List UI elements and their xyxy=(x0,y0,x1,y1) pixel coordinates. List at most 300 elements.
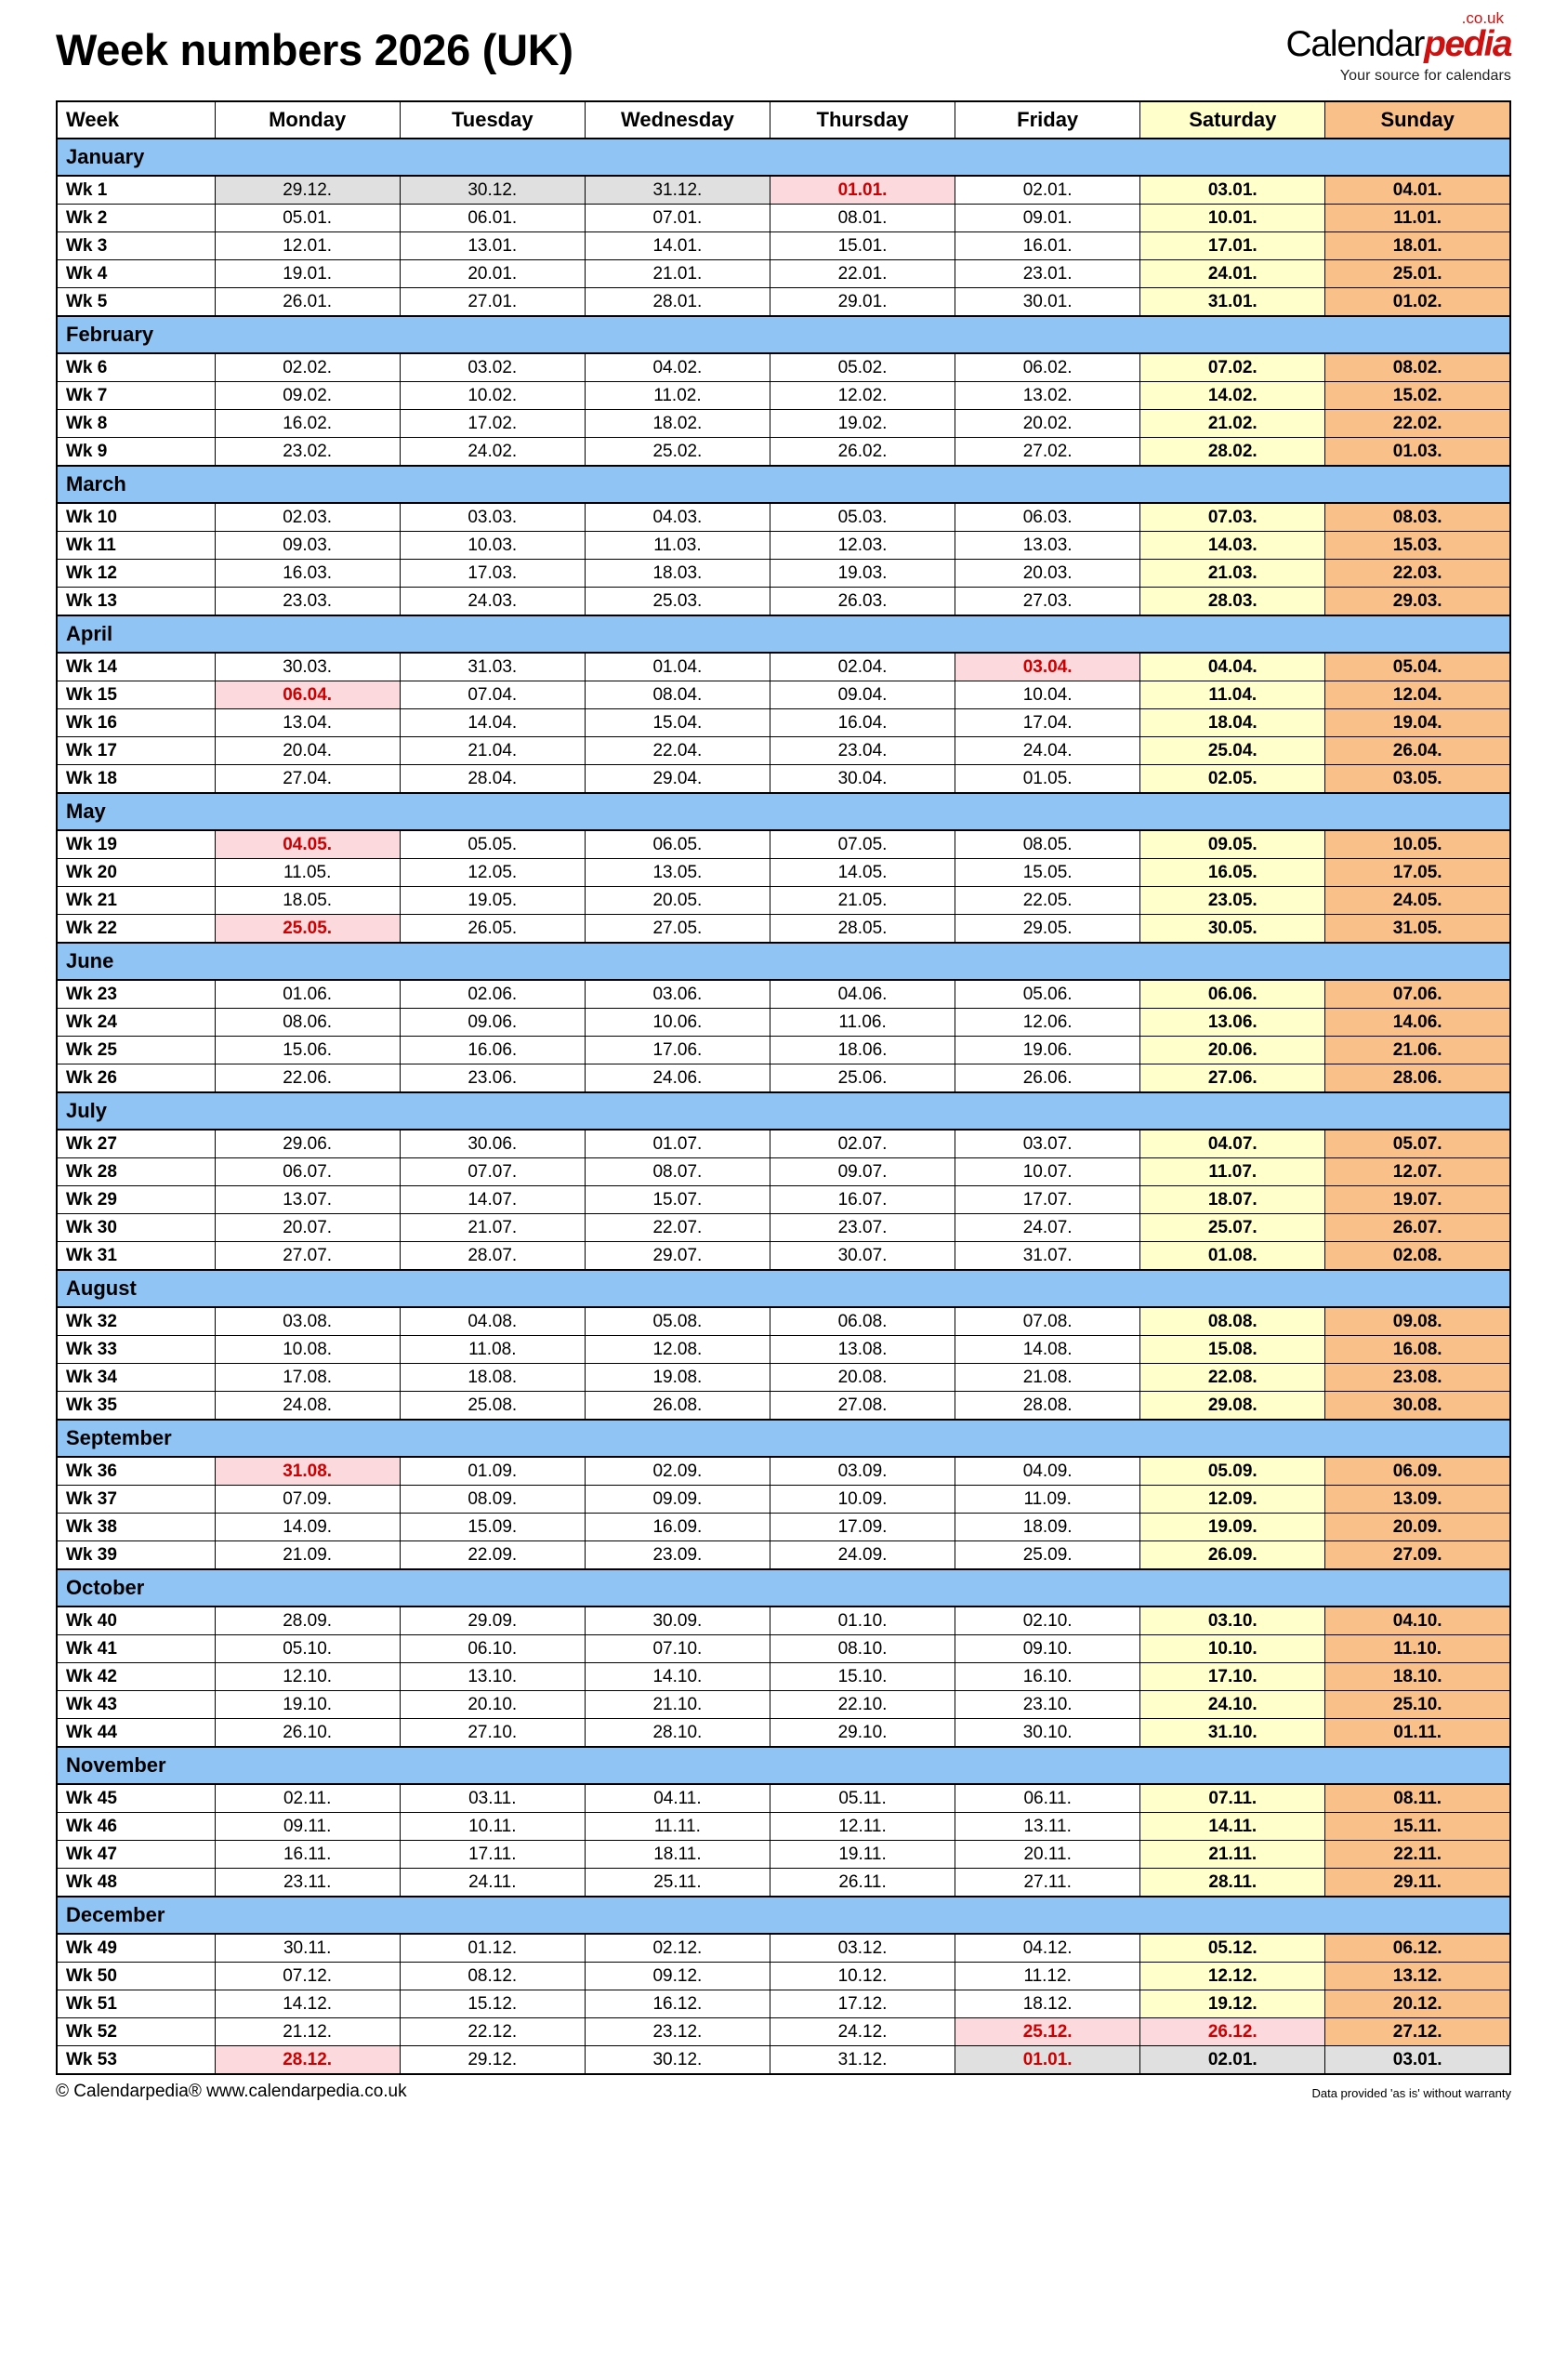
date-cell-friday: 17.04. xyxy=(955,709,1140,737)
week-number-cell: Wk 46 xyxy=(57,1813,215,1841)
table-row xyxy=(57,709,1510,737)
date-cell-tuesday: 09.06. xyxy=(400,1009,585,1037)
date-cell-monday: 03.08. xyxy=(215,1307,400,1336)
date-cell-sunday: 01.02. xyxy=(1325,288,1510,317)
table-row xyxy=(57,588,1510,616)
month-band-row xyxy=(57,1092,1510,1130)
date-cell-sunday: 08.11. xyxy=(1325,1784,1510,1813)
date-cell-sunday: 11.10. xyxy=(1325,1635,1510,1663)
table-row xyxy=(57,1064,1510,1093)
date-cell-tuesday: 03.03. xyxy=(400,503,585,532)
date-cell-thursday: 19.02. xyxy=(770,410,955,438)
table-row xyxy=(57,1037,1510,1064)
date-cell-monday: 24.08. xyxy=(215,1392,400,1421)
date-cell-monday: 02.03. xyxy=(215,503,400,532)
date-cell-friday: 31.07. xyxy=(955,1242,1140,1271)
date-cell-wednesday: 16.09. xyxy=(585,1514,770,1541)
date-cell-wednesday: 19.08. xyxy=(585,1364,770,1392)
date-cell-wednesday: 11.02. xyxy=(585,382,770,410)
date-cell-friday: 02.01. xyxy=(955,176,1140,205)
date-cell-saturday: 14.11. xyxy=(1140,1813,1325,1841)
date-cell-wednesday: 01.04. xyxy=(585,653,770,681)
date-cell-saturday: 31.01. xyxy=(1140,288,1325,317)
week-number-cell: Wk 4 xyxy=(57,260,215,288)
table-row xyxy=(57,205,1510,232)
week-number-cell: Wk 15 xyxy=(57,681,215,709)
date-cell-thursday: 24.12. xyxy=(770,2018,955,2046)
date-cell-wednesday: 23.12. xyxy=(585,2018,770,2046)
date-cell-monday: 01.06. xyxy=(215,980,400,1009)
date-cell-friday: 08.05. xyxy=(955,830,1140,859)
table-row xyxy=(57,382,1510,410)
date-cell-tuesday: 20.10. xyxy=(400,1691,585,1719)
week-number-cell: Wk 34 xyxy=(57,1364,215,1392)
date-cell-friday: 16.01. xyxy=(955,232,1140,260)
date-cell-tuesday: 21.07. xyxy=(400,1214,585,1242)
date-cell-tuesday: 01.09. xyxy=(400,1457,585,1486)
date-cell-sunday: 07.06. xyxy=(1325,980,1510,1009)
brand-wordmark xyxy=(1285,9,1511,64)
date-cell-sunday: 12.07. xyxy=(1325,1158,1510,1186)
date-cell-saturday: 22.08. xyxy=(1140,1364,1325,1392)
date-cell-friday: 13.11. xyxy=(955,1813,1140,1841)
date-cell-thursday: 26.11. xyxy=(770,1869,955,1897)
date-cell-tuesday: 30.12. xyxy=(400,176,585,205)
date-cell-monday: 02.02. xyxy=(215,353,400,382)
date-cell-saturday: 28.02. xyxy=(1140,438,1325,467)
table-row xyxy=(57,765,1510,794)
week-number-cell: Wk 36 xyxy=(57,1457,215,1486)
date-cell-friday: 11.09. xyxy=(955,1486,1140,1514)
date-cell-tuesday: 02.06. xyxy=(400,980,585,1009)
month-band-row xyxy=(57,316,1510,353)
date-cell-wednesday: 30.12. xyxy=(585,2046,770,2075)
month-band-row xyxy=(57,943,1510,980)
date-cell-tuesday: 27.10. xyxy=(400,1719,585,1748)
date-cell-monday: 22.06. xyxy=(215,1064,400,1093)
date-cell-saturday: 12.09. xyxy=(1140,1486,1325,1514)
date-cell-wednesday: 20.05. xyxy=(585,887,770,915)
date-cell-tuesday: 18.08. xyxy=(400,1364,585,1392)
table-row xyxy=(57,532,1510,560)
month-label: July xyxy=(57,1092,1510,1130)
table-row xyxy=(57,288,1510,317)
column-header-sunday: Sunday xyxy=(1325,101,1510,139)
date-cell-wednesday: 30.09. xyxy=(585,1606,770,1635)
date-cell-tuesday: 29.09. xyxy=(400,1606,585,1635)
date-cell-tuesday: 03.11. xyxy=(400,1784,585,1813)
date-cell-monday: 28.09. xyxy=(215,1606,400,1635)
date-cell-sunday: 06.12. xyxy=(1325,1934,1510,1963)
date-cell-thursday: 18.06. xyxy=(770,1037,955,1064)
date-cell-friday: 29.05. xyxy=(955,915,1140,944)
date-cell-wednesday: 13.05. xyxy=(585,859,770,887)
date-cell-wednesday: 08.07. xyxy=(585,1158,770,1186)
date-cell-friday: 18.12. xyxy=(955,1990,1140,2018)
date-cell-friday: 27.02. xyxy=(955,438,1140,467)
date-cell-thursday: 17.12. xyxy=(770,1990,955,2018)
week-number-cell: Wk 18 xyxy=(57,765,215,794)
date-cell-tuesday: 25.08. xyxy=(400,1392,585,1421)
date-cell-saturday: 28.11. xyxy=(1140,1869,1325,1897)
date-cell-wednesday: 24.06. xyxy=(585,1064,770,1093)
date-cell-thursday: 25.06. xyxy=(770,1064,955,1093)
date-cell-thursday: 15.01. xyxy=(770,232,955,260)
month-band-row xyxy=(57,615,1510,653)
date-cell-saturday: 19.09. xyxy=(1140,1514,1325,1541)
date-cell-friday: 23.10. xyxy=(955,1691,1140,1719)
date-cell-friday: 25.09. xyxy=(955,1541,1140,1570)
date-cell-friday: 13.03. xyxy=(955,532,1140,560)
date-cell-wednesday: 09.12. xyxy=(585,1963,770,1990)
month-band-row xyxy=(57,793,1510,830)
table-row xyxy=(57,1486,1510,1514)
date-cell-wednesday: 29.07. xyxy=(585,1242,770,1271)
date-cell-saturday: 30.05. xyxy=(1140,915,1325,944)
date-cell-monday: 30.03. xyxy=(215,653,400,681)
date-cell-wednesday: 03.06. xyxy=(585,980,770,1009)
date-cell-thursday: 16.07. xyxy=(770,1186,955,1214)
date-cell-monday: 10.08. xyxy=(215,1336,400,1364)
date-cell-friday: 09.10. xyxy=(955,1635,1140,1663)
date-cell-friday: 21.08. xyxy=(955,1364,1140,1392)
week-number-cell: Wk 20 xyxy=(57,859,215,887)
date-cell-sunday: 02.08. xyxy=(1325,1242,1510,1271)
date-cell-friday: 24.04. xyxy=(955,737,1140,765)
date-cell-sunday: 10.05. xyxy=(1325,830,1510,859)
date-cell-wednesday: 21.10. xyxy=(585,1691,770,1719)
table-row xyxy=(57,1009,1510,1037)
date-cell-sunday: 29.11. xyxy=(1325,1869,1510,1897)
table-row xyxy=(57,1784,1510,1813)
week-number-cell: Wk 13 xyxy=(57,588,215,616)
date-cell-tuesday: 20.01. xyxy=(400,260,585,288)
date-cell-monday: 02.11. xyxy=(215,1784,400,1813)
date-cell-friday: 16.10. xyxy=(955,1663,1140,1691)
date-cell-friday: 11.12. xyxy=(955,1963,1140,1990)
week-number-cell: Wk 21 xyxy=(57,887,215,915)
week-number-cell: Wk 24 xyxy=(57,1009,215,1037)
date-cell-monday: 04.05. xyxy=(215,830,400,859)
date-cell-tuesday: 08.12. xyxy=(400,1963,585,1990)
date-cell-sunday: 19.07. xyxy=(1325,1186,1510,1214)
date-cell-sunday: 22.11. xyxy=(1325,1841,1510,1869)
date-cell-thursday: 11.06. xyxy=(770,1009,955,1037)
copyright-notice: © Calendarpedia® www.calendarpedia.co.uk xyxy=(56,2082,407,2101)
date-cell-sunday: 18.01. xyxy=(1325,232,1510,260)
month-band-row xyxy=(57,1270,1510,1307)
date-cell-sunday: 12.04. xyxy=(1325,681,1510,709)
date-cell-monday: 29.12. xyxy=(215,176,400,205)
calendarpedia-logo xyxy=(1285,9,1511,84)
page-title: Week numbers 2026 (UK) xyxy=(56,25,573,74)
month-band-row xyxy=(57,139,1510,176)
month-label: November xyxy=(57,1747,1510,1784)
date-cell-sunday: 23.08. xyxy=(1325,1364,1510,1392)
date-cell-tuesday: 01.12. xyxy=(400,1934,585,1963)
date-cell-thursday: 09.04. xyxy=(770,681,955,709)
date-cell-friday: 23.01. xyxy=(955,260,1140,288)
date-cell-thursday: 28.05. xyxy=(770,915,955,944)
date-cell-tuesday: 30.06. xyxy=(400,1130,585,1158)
date-cell-wednesday: 04.03. xyxy=(585,503,770,532)
date-cell-thursday: 10.12. xyxy=(770,1963,955,1990)
date-cell-monday: 06.07. xyxy=(215,1158,400,1186)
date-cell-tuesday: 15.12. xyxy=(400,1990,585,2018)
date-cell-wednesday: 15.04. xyxy=(585,709,770,737)
brand-name-primary: Calendar xyxy=(1285,24,1425,64)
date-cell-saturday: 26.12. xyxy=(1140,2018,1325,2046)
table-row xyxy=(57,1606,1510,1635)
table-row xyxy=(57,1813,1510,1841)
date-cell-wednesday: 31.12. xyxy=(585,176,770,205)
date-cell-wednesday: 06.05. xyxy=(585,830,770,859)
date-cell-monday: 11.05. xyxy=(215,859,400,887)
week-number-cell: Wk 37 xyxy=(57,1486,215,1514)
week-number-cell: Wk 5 xyxy=(57,288,215,317)
date-cell-monday: 21.12. xyxy=(215,2018,400,2046)
date-cell-monday: 20.07. xyxy=(215,1214,400,1242)
date-cell-tuesday: 31.03. xyxy=(400,653,585,681)
date-cell-saturday: 10.01. xyxy=(1140,205,1325,232)
month-label: October xyxy=(57,1569,1510,1606)
week-number-cell: Wk 41 xyxy=(57,1635,215,1663)
date-cell-saturday: 31.10. xyxy=(1140,1719,1325,1748)
date-cell-monday: 25.05. xyxy=(215,915,400,944)
table-header xyxy=(57,101,1510,139)
date-cell-wednesday: 23.09. xyxy=(585,1541,770,1570)
table-row xyxy=(57,1719,1510,1748)
date-cell-monday: 16.11. xyxy=(215,1841,400,1869)
month-band-row xyxy=(57,1747,1510,1784)
date-cell-monday: 06.04. xyxy=(215,681,400,709)
date-cell-wednesday: 25.02. xyxy=(585,438,770,467)
month-label: February xyxy=(57,316,1510,353)
date-cell-saturday: 21.03. xyxy=(1140,560,1325,588)
column-header-week: Week xyxy=(57,101,215,139)
date-cell-sunday: 11.01. xyxy=(1325,205,1510,232)
date-cell-friday: 04.09. xyxy=(955,1457,1140,1486)
date-cell-monday: 05.01. xyxy=(215,205,400,232)
date-cell-monday: 13.07. xyxy=(215,1186,400,1214)
date-cell-sunday: 08.03. xyxy=(1325,503,1510,532)
date-cell-wednesday: 27.05. xyxy=(585,915,770,944)
date-cell-wednesday: 08.04. xyxy=(585,681,770,709)
date-cell-sunday: 03.05. xyxy=(1325,765,1510,794)
date-cell-saturday: 28.03. xyxy=(1140,588,1325,616)
date-cell-tuesday: 07.04. xyxy=(400,681,585,709)
date-cell-sunday: 05.07. xyxy=(1325,1130,1510,1158)
date-cell-thursday: 05.02. xyxy=(770,353,955,382)
date-cell-monday: 07.09. xyxy=(215,1486,400,1514)
date-cell-tuesday: 15.09. xyxy=(400,1514,585,1541)
date-cell-sunday: 24.05. xyxy=(1325,887,1510,915)
date-cell-tuesday: 24.02. xyxy=(400,438,585,467)
date-cell-monday: 12.10. xyxy=(215,1663,400,1691)
date-cell-tuesday: 14.04. xyxy=(400,709,585,737)
date-cell-tuesday: 17.02. xyxy=(400,410,585,438)
date-cell-saturday: 14.03. xyxy=(1140,532,1325,560)
month-label: May xyxy=(57,793,1510,830)
date-cell-tuesday: 06.10. xyxy=(400,1635,585,1663)
date-cell-tuesday: 13.10. xyxy=(400,1663,585,1691)
date-cell-saturday: 07.03. xyxy=(1140,503,1325,532)
date-cell-friday: 13.02. xyxy=(955,382,1140,410)
date-cell-tuesday: 04.08. xyxy=(400,1307,585,1336)
table-row xyxy=(57,915,1510,944)
date-cell-wednesday: 05.08. xyxy=(585,1307,770,1336)
page-header xyxy=(56,0,1511,100)
date-cell-thursday: 22.01. xyxy=(770,260,955,288)
week-number-cell: Wk 1 xyxy=(57,176,215,205)
date-cell-thursday: 15.10. xyxy=(770,1663,955,1691)
week-number-cell: Wk 48 xyxy=(57,1869,215,1897)
date-cell-thursday: 07.05. xyxy=(770,830,955,859)
week-number-cell: Wk 52 xyxy=(57,2018,215,2046)
date-cell-friday: 27.03. xyxy=(955,588,1140,616)
date-cell-saturday: 24.10. xyxy=(1140,1691,1325,1719)
date-cell-tuesday: 22.09. xyxy=(400,1541,585,1570)
week-number-cell: Wk 12 xyxy=(57,560,215,588)
week-number-cell: Wk 28 xyxy=(57,1158,215,1186)
table-row xyxy=(57,1186,1510,1214)
date-cell-friday: 01.01. xyxy=(955,2046,1140,2075)
week-number-cell: Wk 19 xyxy=(57,830,215,859)
brand-tagline: Your source for calendars xyxy=(1339,68,1511,84)
table-row xyxy=(57,1214,1510,1242)
date-cell-sunday: 01.03. xyxy=(1325,438,1510,467)
date-cell-thursday: 12.11. xyxy=(770,1813,955,1841)
date-cell-thursday: 02.04. xyxy=(770,653,955,681)
date-cell-thursday: 22.10. xyxy=(770,1691,955,1719)
date-cell-wednesday: 25.11. xyxy=(585,1869,770,1897)
date-cell-friday: 07.08. xyxy=(955,1307,1140,1336)
date-cell-thursday: 26.03. xyxy=(770,588,955,616)
week-number-cell: Wk 17 xyxy=(57,737,215,765)
date-cell-thursday: 27.08. xyxy=(770,1392,955,1421)
date-cell-sunday: 04.01. xyxy=(1325,176,1510,205)
column-header-friday: Friday xyxy=(955,101,1140,139)
table-row xyxy=(57,653,1510,681)
disclaimer-notice: Data provided 'as is' without warranty xyxy=(1311,2086,1511,2100)
week-number-cell: Wk 26 xyxy=(57,1064,215,1093)
table-row xyxy=(57,737,1510,765)
date-cell-monday: 31.08. xyxy=(215,1457,400,1486)
column-header-monday: Monday xyxy=(215,101,400,139)
date-cell-wednesday: 14.10. xyxy=(585,1663,770,1691)
date-cell-tuesday: 16.06. xyxy=(400,1037,585,1064)
date-cell-wednesday: 07.01. xyxy=(585,205,770,232)
date-cell-thursday: 24.09. xyxy=(770,1541,955,1570)
date-cell-saturday: 15.08. xyxy=(1140,1336,1325,1364)
date-cell-wednesday: 04.11. xyxy=(585,1784,770,1813)
date-cell-thursday: 08.01. xyxy=(770,205,955,232)
date-cell-wednesday: 22.07. xyxy=(585,1214,770,1242)
table-body xyxy=(57,139,1510,2074)
week-number-cell: Wk 29 xyxy=(57,1186,215,1214)
date-cell-wednesday: 07.10. xyxy=(585,1635,770,1663)
date-cell-wednesday: 15.07. xyxy=(585,1186,770,1214)
date-cell-sunday: 13.09. xyxy=(1325,1486,1510,1514)
date-cell-thursday: 21.05. xyxy=(770,887,955,915)
date-cell-friday: 24.07. xyxy=(955,1214,1140,1242)
table-row xyxy=(57,353,1510,382)
date-cell-saturday: 07.02. xyxy=(1140,353,1325,382)
date-cell-friday: 03.07. xyxy=(955,1130,1140,1158)
date-cell-saturday: 25.04. xyxy=(1140,737,1325,765)
table-row xyxy=(57,1663,1510,1691)
month-label: June xyxy=(57,943,1510,980)
date-cell-wednesday: 18.11. xyxy=(585,1841,770,1869)
week-number-cell: Wk 51 xyxy=(57,1990,215,2018)
table-row xyxy=(57,503,1510,532)
table-row xyxy=(57,830,1510,859)
date-cell-sunday: 22.03. xyxy=(1325,560,1510,588)
date-cell-tuesday: 23.06. xyxy=(400,1064,585,1093)
date-cell-thursday: 01.01. xyxy=(770,176,955,205)
week-number-cell: Wk 49 xyxy=(57,1934,215,1963)
date-cell-tuesday: 11.08. xyxy=(400,1336,585,1364)
week-number-cell: Wk 32 xyxy=(57,1307,215,1336)
date-cell-tuesday: 29.12. xyxy=(400,2046,585,2075)
date-cell-monday: 30.11. xyxy=(215,1934,400,1963)
date-cell-wednesday: 14.01. xyxy=(585,232,770,260)
date-cell-friday: 20.11. xyxy=(955,1841,1140,1869)
date-cell-tuesday: 28.04. xyxy=(400,765,585,794)
date-cell-thursday: 23.07. xyxy=(770,1214,955,1242)
date-cell-tuesday: 10.11. xyxy=(400,1813,585,1841)
date-cell-tuesday: 10.02. xyxy=(400,382,585,410)
date-cell-thursday: 09.07. xyxy=(770,1158,955,1186)
table-row xyxy=(57,1541,1510,1570)
date-cell-friday: 06.11. xyxy=(955,1784,1140,1813)
date-cell-friday: 19.06. xyxy=(955,1037,1140,1064)
date-cell-saturday: 19.12. xyxy=(1140,1990,1325,2018)
date-cell-thursday: 03.09. xyxy=(770,1457,955,1486)
week-number-cell: Wk 53 xyxy=(57,2046,215,2075)
date-cell-sunday: 22.02. xyxy=(1325,410,1510,438)
date-cell-monday: 23.11. xyxy=(215,1869,400,1897)
date-cell-thursday: 31.12. xyxy=(770,2046,955,2075)
date-cell-friday: 28.08. xyxy=(955,1392,1140,1421)
date-cell-saturday: 18.07. xyxy=(1140,1186,1325,1214)
date-cell-thursday: 06.08. xyxy=(770,1307,955,1336)
column-header-wednesday: Wednesday xyxy=(585,101,770,139)
table-row xyxy=(57,1691,1510,1719)
date-cell-friday: 26.06. xyxy=(955,1064,1140,1093)
date-cell-monday: 20.04. xyxy=(215,737,400,765)
date-cell-tuesday: 17.11. xyxy=(400,1841,585,1869)
date-cell-sunday: 08.02. xyxy=(1325,353,1510,382)
date-cell-wednesday: 01.07. xyxy=(585,1130,770,1158)
date-cell-friday: 14.08. xyxy=(955,1336,1140,1364)
date-cell-saturday: 03.10. xyxy=(1140,1606,1325,1635)
date-cell-thursday: 19.11. xyxy=(770,1841,955,1869)
date-cell-friday: 10.04. xyxy=(955,681,1140,709)
date-cell-monday: 23.03. xyxy=(215,588,400,616)
month-label: March xyxy=(57,466,1510,503)
week-number-cell: Wk 44 xyxy=(57,1719,215,1748)
week-number-cell: Wk 16 xyxy=(57,709,215,737)
table-row xyxy=(57,1457,1510,1486)
date-cell-sunday: 20.09. xyxy=(1325,1514,1510,1541)
date-cell-wednesday: 28.01. xyxy=(585,288,770,317)
date-cell-saturday: 29.08. xyxy=(1140,1392,1325,1421)
date-cell-monday: 15.06. xyxy=(215,1037,400,1064)
date-cell-friday: 17.07. xyxy=(955,1186,1140,1214)
date-cell-monday: 19.01. xyxy=(215,260,400,288)
table-row xyxy=(57,1336,1510,1364)
